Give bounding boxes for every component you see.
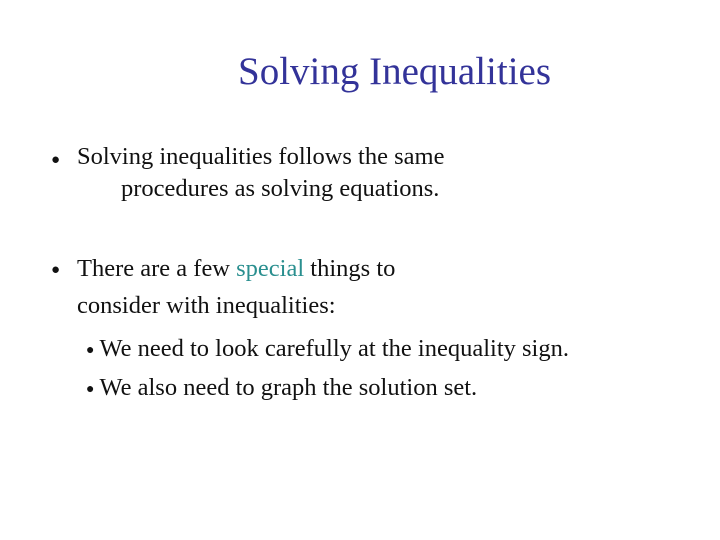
sub-bullet-dot-icon: ● (86, 382, 95, 397)
bullet-2-line-1 (77, 254, 395, 284)
sub-bullet-2-text: We also need to graph the solution set. (99, 374, 478, 401)
slide-title: Solving Inequalities (238, 50, 552, 93)
bullet-dot-icon: ● (51, 262, 61, 278)
special-word: special (236, 255, 305, 282)
bullet-2-text-after: things to (304, 255, 396, 282)
sub-bullet-1 (86, 334, 569, 366)
sub-bullet-dot-icon: ● (86, 343, 95, 358)
sub-bullet-2 (86, 373, 477, 405)
bullet-1-line-2: procedures as solving equations. (121, 175, 440, 202)
sub-bullet-1-text: We need to look carefully at the inequality sign. (99, 335, 569, 362)
bullet-1-line-1: Solving inequalities follows the same (77, 143, 445, 170)
bullet-2-line-2: consider with inequalities: (77, 292, 336, 319)
bullet-2-text-before: There are a few (77, 255, 237, 282)
bullet-dot-icon: ● (51, 152, 61, 168)
